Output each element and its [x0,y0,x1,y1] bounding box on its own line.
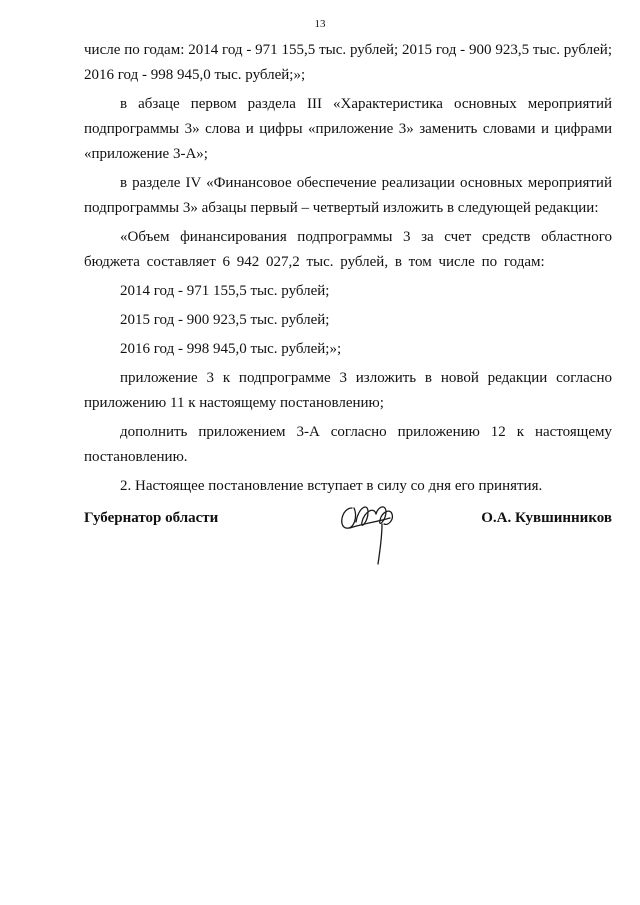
page-number: 13 [314,18,326,30]
paragraph-appendix-3: приложение 3 к подпрограмме 3 изложить в новой редакции согласно приложению 11 к настоящему постановлению; [84,370,612,411]
signatory-title: Губернатор области [84,510,219,526]
paragraph-appendix-3a: дополнить приложением 3-А согласно приложению 12 к настоящему постановлению. [84,424,612,465]
document-body [84,38,612,499]
paragraph-year-2014: 2014 год - 971 155,5 тыс. рублей; [120,283,330,299]
paragraph-year-2016: 2016 год - 998 945,0 тыс. рублей;»; [120,341,342,357]
paragraph-effective-date: 2. Настоящее постановление вступает в силу со дня его принятия. [120,478,543,494]
paragraph-section-iii-amendment: в абзаце первом раздела III «Характеристика основных мероприятий подпрограммы 3» слова и цифры «приложение 3» заменить словами и цифрами «приложение 3-А»; [84,96,612,162]
signatory-name: О.А. Кувшинников [481,510,612,526]
paragraph-funding-volume: «Объем финансирования подпрограммы 3 за счет средств областного бюджета составляет 6 942 027,2 тыс. рублей, в том числе по годам: [84,229,612,270]
paragraph-years-summary: числе по годам: 2014 год - 971 155,5 тыс. рублей; 2015 год - 900 923,5 тыс. рублей; 2016 год - 998 945,0 тыс. рублей;»; [84,42,612,83]
paragraph-section-iv-amendment: в разделе IV «Финансовое обеспечение реализации основных мероприятий подпрограммы 3» абзацы первый – четвертый изложить в следующей редакции: [84,175,612,216]
paragraph-year-2015: 2015 год - 900 923,5 тыс. рублей; [120,312,330,328]
handwritten-signature-icon [332,488,412,568]
signature-block [84,510,612,580]
